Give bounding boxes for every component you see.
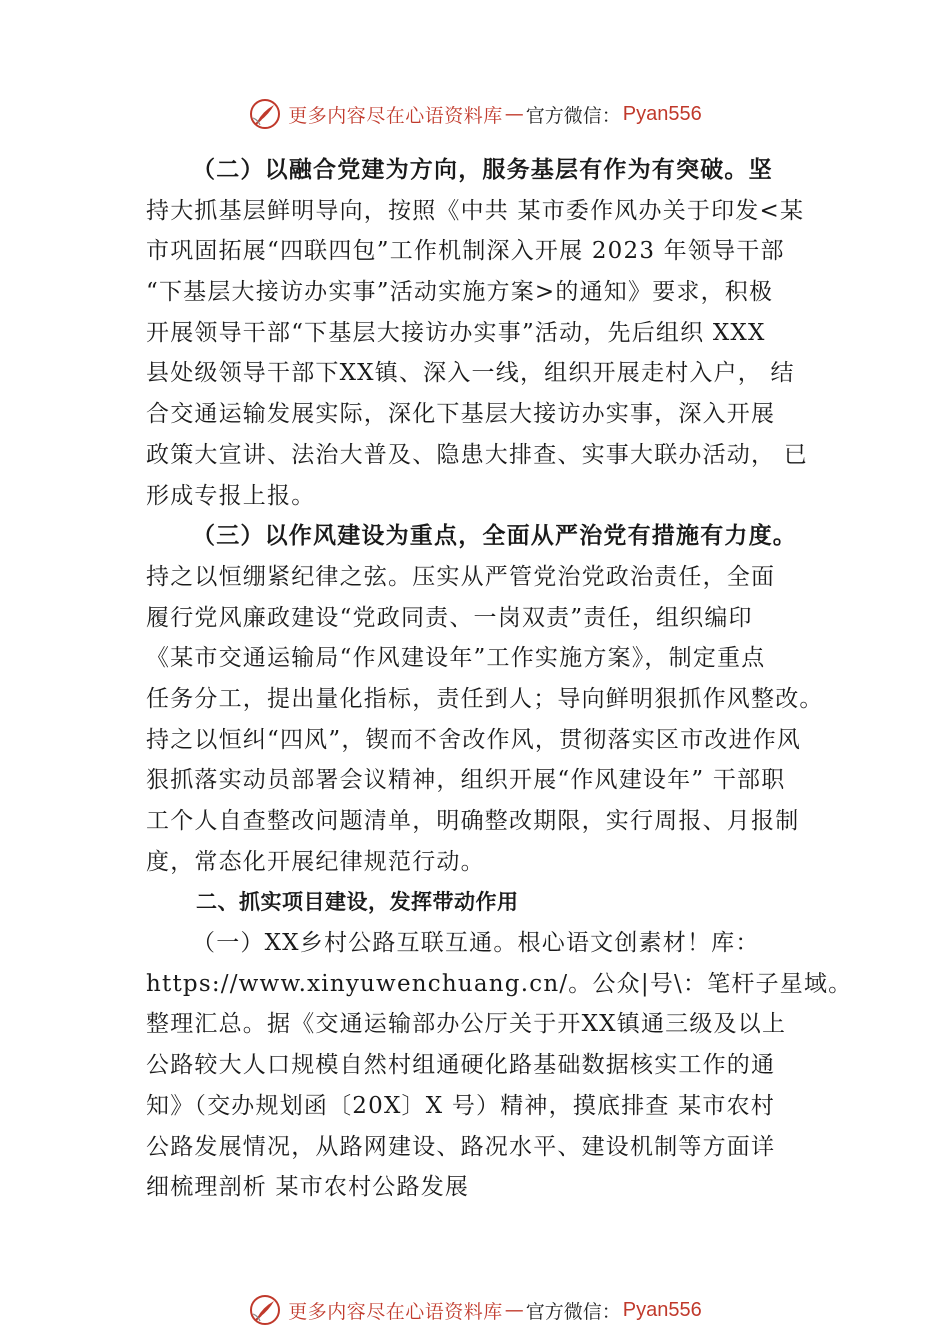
subheading-1: （一）XX乡村公路互联互通。根心语文创素材！库： (192, 930, 760, 957)
paragraph-line: 狠抓落实动员部署会议精神，组织开展“作风建设年” 干部职 (146, 767, 786, 794)
subheading-2: （二）以融合党建为方向，服务基层有作为有突破。坚 (192, 156, 773, 183)
banner-official-label: 官方微信： (525, 1300, 621, 1323)
footer-watermark-banner (0, 1290, 950, 1330)
paragraph-line: 持大抓基层鲜明导向，按照《中共 某市委作风办关于印发<某 (146, 197, 805, 224)
paragraph-line: 持之以恒绷紧纪律之弦。压实从严管党治党政治责任，全面 (146, 563, 776, 590)
paragraph-line: 持之以恒纠“四风”，锲而不舍改作风，贯彻落实区市改进作风 (146, 726, 802, 753)
paragraph-line: https://www.xinyuwenchuang.cn/。公众|号\：笔杆子星域。 (146, 970, 853, 997)
subheading-3: （三）以作风建设为重点，全面从严治党有措施有力度。 (192, 522, 797, 550)
quill-pen-logo-icon (248, 97, 282, 131)
paragraph-line: 市巩固拓展“四联四包”工作机制深入开展 2023 年领导干部 (146, 238, 785, 265)
paragraph-line: 公路发展情况，从路网建设、路况水平、建设机制等方面详 (146, 1133, 776, 1160)
banner-official-label: 官方微信： (525, 104, 621, 127)
paragraph-line: 政策大宣讲、法治大普及、隐患大排查、实事大联办活动， 已 (146, 441, 808, 468)
paragraph-line: 形成专报上报。 (146, 482, 316, 509)
document-body (146, 150, 853, 1208)
banner-brand-text: 更多内容尽在心语资料库 (288, 1300, 503, 1323)
banner-dash: — (504, 103, 524, 125)
paragraph-line: 县处级领导干部下XX镇、深入一线，组织开展走村入户， 结 (146, 360, 795, 387)
header-watermark-banner (0, 94, 950, 134)
paragraph-line: 公路较大人口规模自然村组通硬化路基础数据核实工作的通 (146, 1052, 776, 1079)
banner-dash: — (504, 1299, 524, 1321)
paragraph-line: 知》（交办规划函〔20X〕X 号）精神，摸底排查 某市农村 (146, 1092, 775, 1119)
section-heading-2: 二、抓实项目建设，发挥带动作用 (196, 890, 519, 915)
paragraph-line: 度，常态化开展纪律规范行动。 (146, 848, 485, 875)
banner-wechat-id: Pyan556 (622, 102, 702, 125)
paragraph-line: 整理汇总。据《交通运输部办公厅关于开XX镇通三级及以上 (146, 1011, 787, 1038)
paragraph-line: 履行党风廉政建设“党政同责、一岗双责”责任，组织编印 (146, 604, 753, 631)
paragraph-line: 《某市交通运输局“作风建设年”工作实施方案》，制定重点 (146, 645, 766, 672)
paragraph-line: 工个人自查整改问题清单，明确整改期限，实行周报、月报制 (146, 808, 800, 834)
quill-pen-logo-icon (248, 1293, 282, 1327)
paragraph-line: 合交通运输发展实际，深化下基层大接访办实事，深入开展 (146, 401, 776, 428)
paragraph-line: 开展领导干部“下基层大接访办实事”活动，先后组织 XXX (146, 319, 766, 346)
banner-wechat-id: Pyan556 (622, 1298, 702, 1321)
banner-brand-text: 更多内容尽在心语资料库 (288, 104, 503, 127)
paragraph-line: “下基层大接访办实事”活动实施方案>的通知》要求，积极 (146, 279, 774, 306)
paragraph-line: 任务分工，提出量化指标，责任到人；导向鲜明狠抓作风整改。 (146, 685, 824, 712)
paragraph-line: 细梳理剖析 某市农村公路发展 (146, 1174, 470, 1201)
